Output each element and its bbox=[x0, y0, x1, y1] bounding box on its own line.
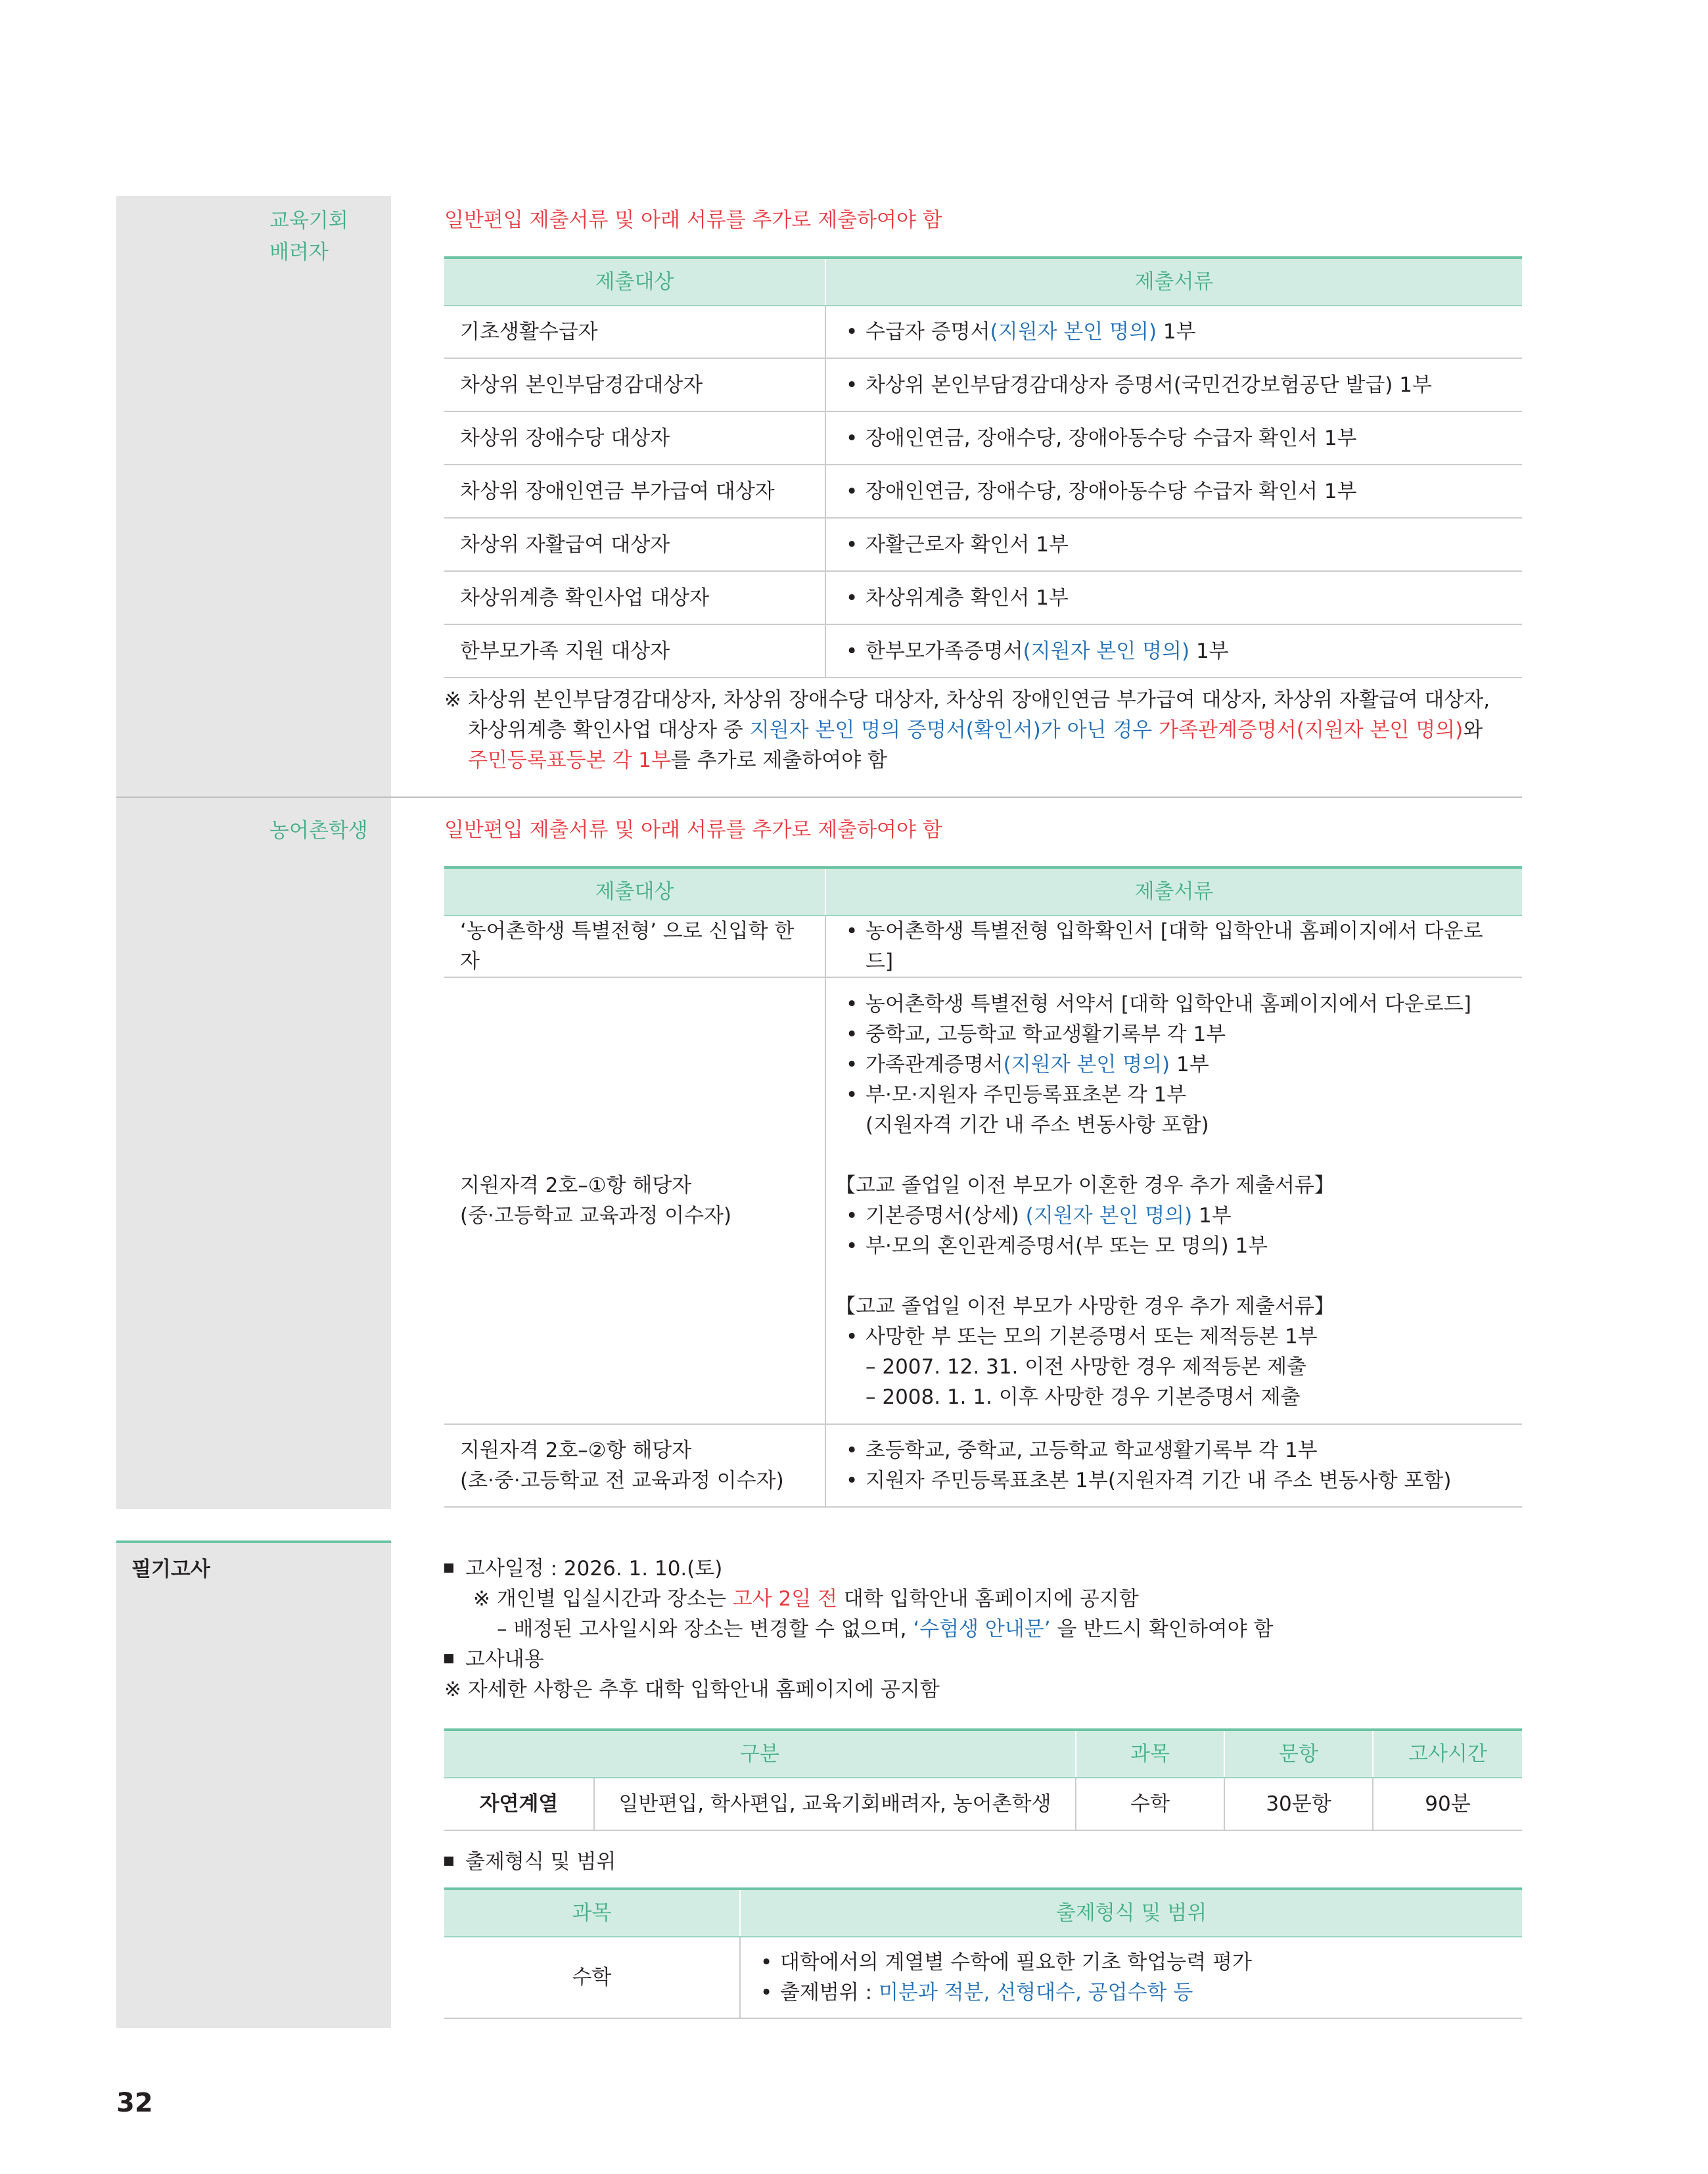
time-cell: 90분 bbox=[1373, 1778, 1522, 1830]
section-label-rural: 농어촌학생 bbox=[269, 819, 368, 843]
col-header-subject: 과목 bbox=[444, 1889, 740, 1937]
track-cell: 자연계열 bbox=[444, 1778, 594, 1830]
col-header-target: 제출대상 bbox=[444, 258, 825, 306]
section-divider bbox=[116, 797, 1522, 798]
section1-footnote bbox=[444, 685, 1522, 775]
target-cell: 지원자격 2호–②항 해당자 (초·중·고등학교 전 교육과정 이수자) bbox=[444, 1424, 825, 1507]
exam-schedule: 고사일정 : 2026. 1. 10.(토) bbox=[444, 1554, 1522, 1584]
col-header-format: 출제형식 및 범위 bbox=[740, 1889, 1522, 1937]
target-cell: ‘농어촌학생 특별전형’ 으로 신입학 한 자 bbox=[444, 915, 825, 977]
col-header-items: 문항 bbox=[1224, 1730, 1373, 1778]
docs-cell: • 초등학교, 중학교, 고등학교 학교생활기록부 각 1부 • 지원자 주민등록표초본 1부(지원자격 기간 내 주소 변동사항 포함) bbox=[825, 1424, 1522, 1507]
section-label-column bbox=[116, 196, 391, 1509]
label-line: 교육기회 bbox=[269, 209, 348, 233]
exam-table bbox=[444, 1728, 1522, 1831]
section1-docs-table bbox=[444, 256, 1522, 678]
exam-note: ※ 개인별 입실시간과 장소는 고사 2일 전 대학 입학안내 홈페이지에 공지함 bbox=[473, 1587, 1139, 1611]
section1-notice: 일반편입 제출서류 및 아래 서류를 추가로 제출하여야 함 bbox=[444, 208, 942, 232]
subject-cell: 수학 bbox=[1076, 1778, 1224, 1830]
exam-format-head: 출제형식 및 범위 bbox=[444, 1847, 616, 1877]
section2-notice: 일반편입 제출서류 및 아래 서류를 추가로 제출하여야 함 bbox=[444, 818, 942, 842]
target-cell: 차상위 자활급여 대상자 bbox=[444, 518, 825, 571]
col-header-time: 고사시간 bbox=[1373, 1730, 1522, 1778]
label-line: 배려자 bbox=[269, 241, 329, 264]
docs-cell: • 차상위 본인부담경감대상자 증명서(국민건강보험공단 발급) 1부 bbox=[825, 358, 1522, 411]
col-header-docs: 제출서류 bbox=[825, 258, 1522, 306]
docs-cell: • 농어촌학생 특별전형 입학확인서 [대학 입학안내 홈페이지에서 다운로드] bbox=[825, 915, 1522, 977]
section-label-exam: 필기고사 bbox=[131, 1558, 210, 1581]
target-cell: 한부모가족 지원 대상자 bbox=[444, 624, 825, 678]
target-cell: 기초생활수급자 bbox=[444, 306, 825, 358]
docs-cell: • 한부모가족증명서(지원자 본인 명의) 1부 bbox=[825, 624, 1522, 678]
target-cell: 차상위계층 확인사업 대상자 bbox=[444, 571, 825, 624]
format-cell: • 대학에서의 계열별 수학에 필요한 기초 학업능력 평가 • 출제범위 : 미분과 적분, 선형대수, 공업수학 등 bbox=[740, 1937, 1522, 2018]
docs-cell: • 자활근로자 확인서 1부 bbox=[825, 518, 1522, 571]
exam-content-head: 고사내용 bbox=[444, 1644, 1522, 1675]
page-number: 32 bbox=[116, 2088, 153, 2118]
section2-docs-table bbox=[444, 866, 1522, 1508]
types-cell: 일반편입, 학사편입, 교육기회배려자, 농어촌학생 bbox=[594, 1778, 1076, 1830]
exam-note: – 배정된 고사일시와 장소는 변경할 수 없으며, ‘수험생 안내문’ 을 반드시 확인하여야 함 bbox=[497, 1617, 1274, 1641]
col-header-category: 구분 bbox=[444, 1730, 1076, 1778]
col-header-docs: 제출서류 bbox=[825, 867, 1522, 915]
exam-content-note: ※ 자세한 사항은 추후 대학 입학안내 홈페이지에 공지함 bbox=[444, 1678, 940, 1701]
exam-info bbox=[444, 1554, 1522, 1705]
col-header-subject: 과목 bbox=[1076, 1730, 1224, 1778]
format-table bbox=[444, 1887, 1522, 2019]
docs-cell: • 장애인연금, 장애수당, 장애아동수당 수급자 확인서 1부 bbox=[825, 465, 1522, 518]
target-cell: 지원자격 2호–①항 해당자 (중·고등학교 교육과정 이수자) bbox=[444, 977, 825, 1424]
items-cell: 30문항 bbox=[1224, 1778, 1373, 1830]
footnote-line: 차상위계층 확인사업 대상자 중 지원자 본인 명의 증명서(확인서)가 아닌 경우 가족관계증명서(지원자 본인 명의)와 bbox=[468, 718, 1483, 742]
subject-cell: 수학 bbox=[444, 1937, 740, 2018]
docs-cell: • 수급자 증명서(지원자 본인 명의) 1부 bbox=[825, 306, 1522, 358]
col-header-target: 제출대상 bbox=[444, 867, 825, 915]
target-cell: 차상위 본인부담경감대상자 bbox=[444, 358, 825, 411]
section-label-education bbox=[269, 205, 348, 268]
docs-cell: • 농어촌학생 특별전형 서약서 [대학 입학안내 홈페이지에서 다운로드] • 중학교, 고등학교 학교생활기록부 각 1부 • 가족관계증명서(지원자 본인 명의) 1부 • 부·모·지원자 주민등록표초본 각 1부 (지원자격 기간 내 주소 변동사항 포함) 【고교 졸업일 이전 부모가 이혼한 경우 추가 제출서류】 • 기본증명서(상세) (지원자 본인 명의) 1부 • 부·모의 혼인관계증명서(부 또는 모 명의) 1부 【고교 졸업일 이전 부모가 사망한 경우 추가 제출서류】 • 사망한 부 또는 모의 기본증명서 또는 제적등본 1부 – 2007. 12. 31. 이전 사망한 경우 제적등본 제출 – 2008. 1. 1. 이후 사망한 경우 기본증명서 제출 bbox=[825, 977, 1522, 1424]
exam-label-column bbox=[116, 1540, 391, 2028]
footnote-line: ※ 차상위 본인부담경감대상자, 차상위 장애수당 대상자, 차상위 장애인연금 부가급여 대상자, 차상위 자활급여 대상자, bbox=[444, 688, 1490, 712]
target-cell: 차상위 장애수당 대상자 bbox=[444, 411, 825, 465]
docs-cell: • 장애인연금, 장애수당, 장애아동수당 수급자 확인서 1부 bbox=[825, 411, 1522, 465]
footnote-line: 주민등록표등본 각 1부를 추가로 제출하여야 함 bbox=[468, 749, 887, 772]
docs-cell: • 차상위계층 확인서 1부 bbox=[825, 571, 1522, 624]
target-cell: 차상위 장애인연금 부가급여 대상자 bbox=[444, 465, 825, 518]
